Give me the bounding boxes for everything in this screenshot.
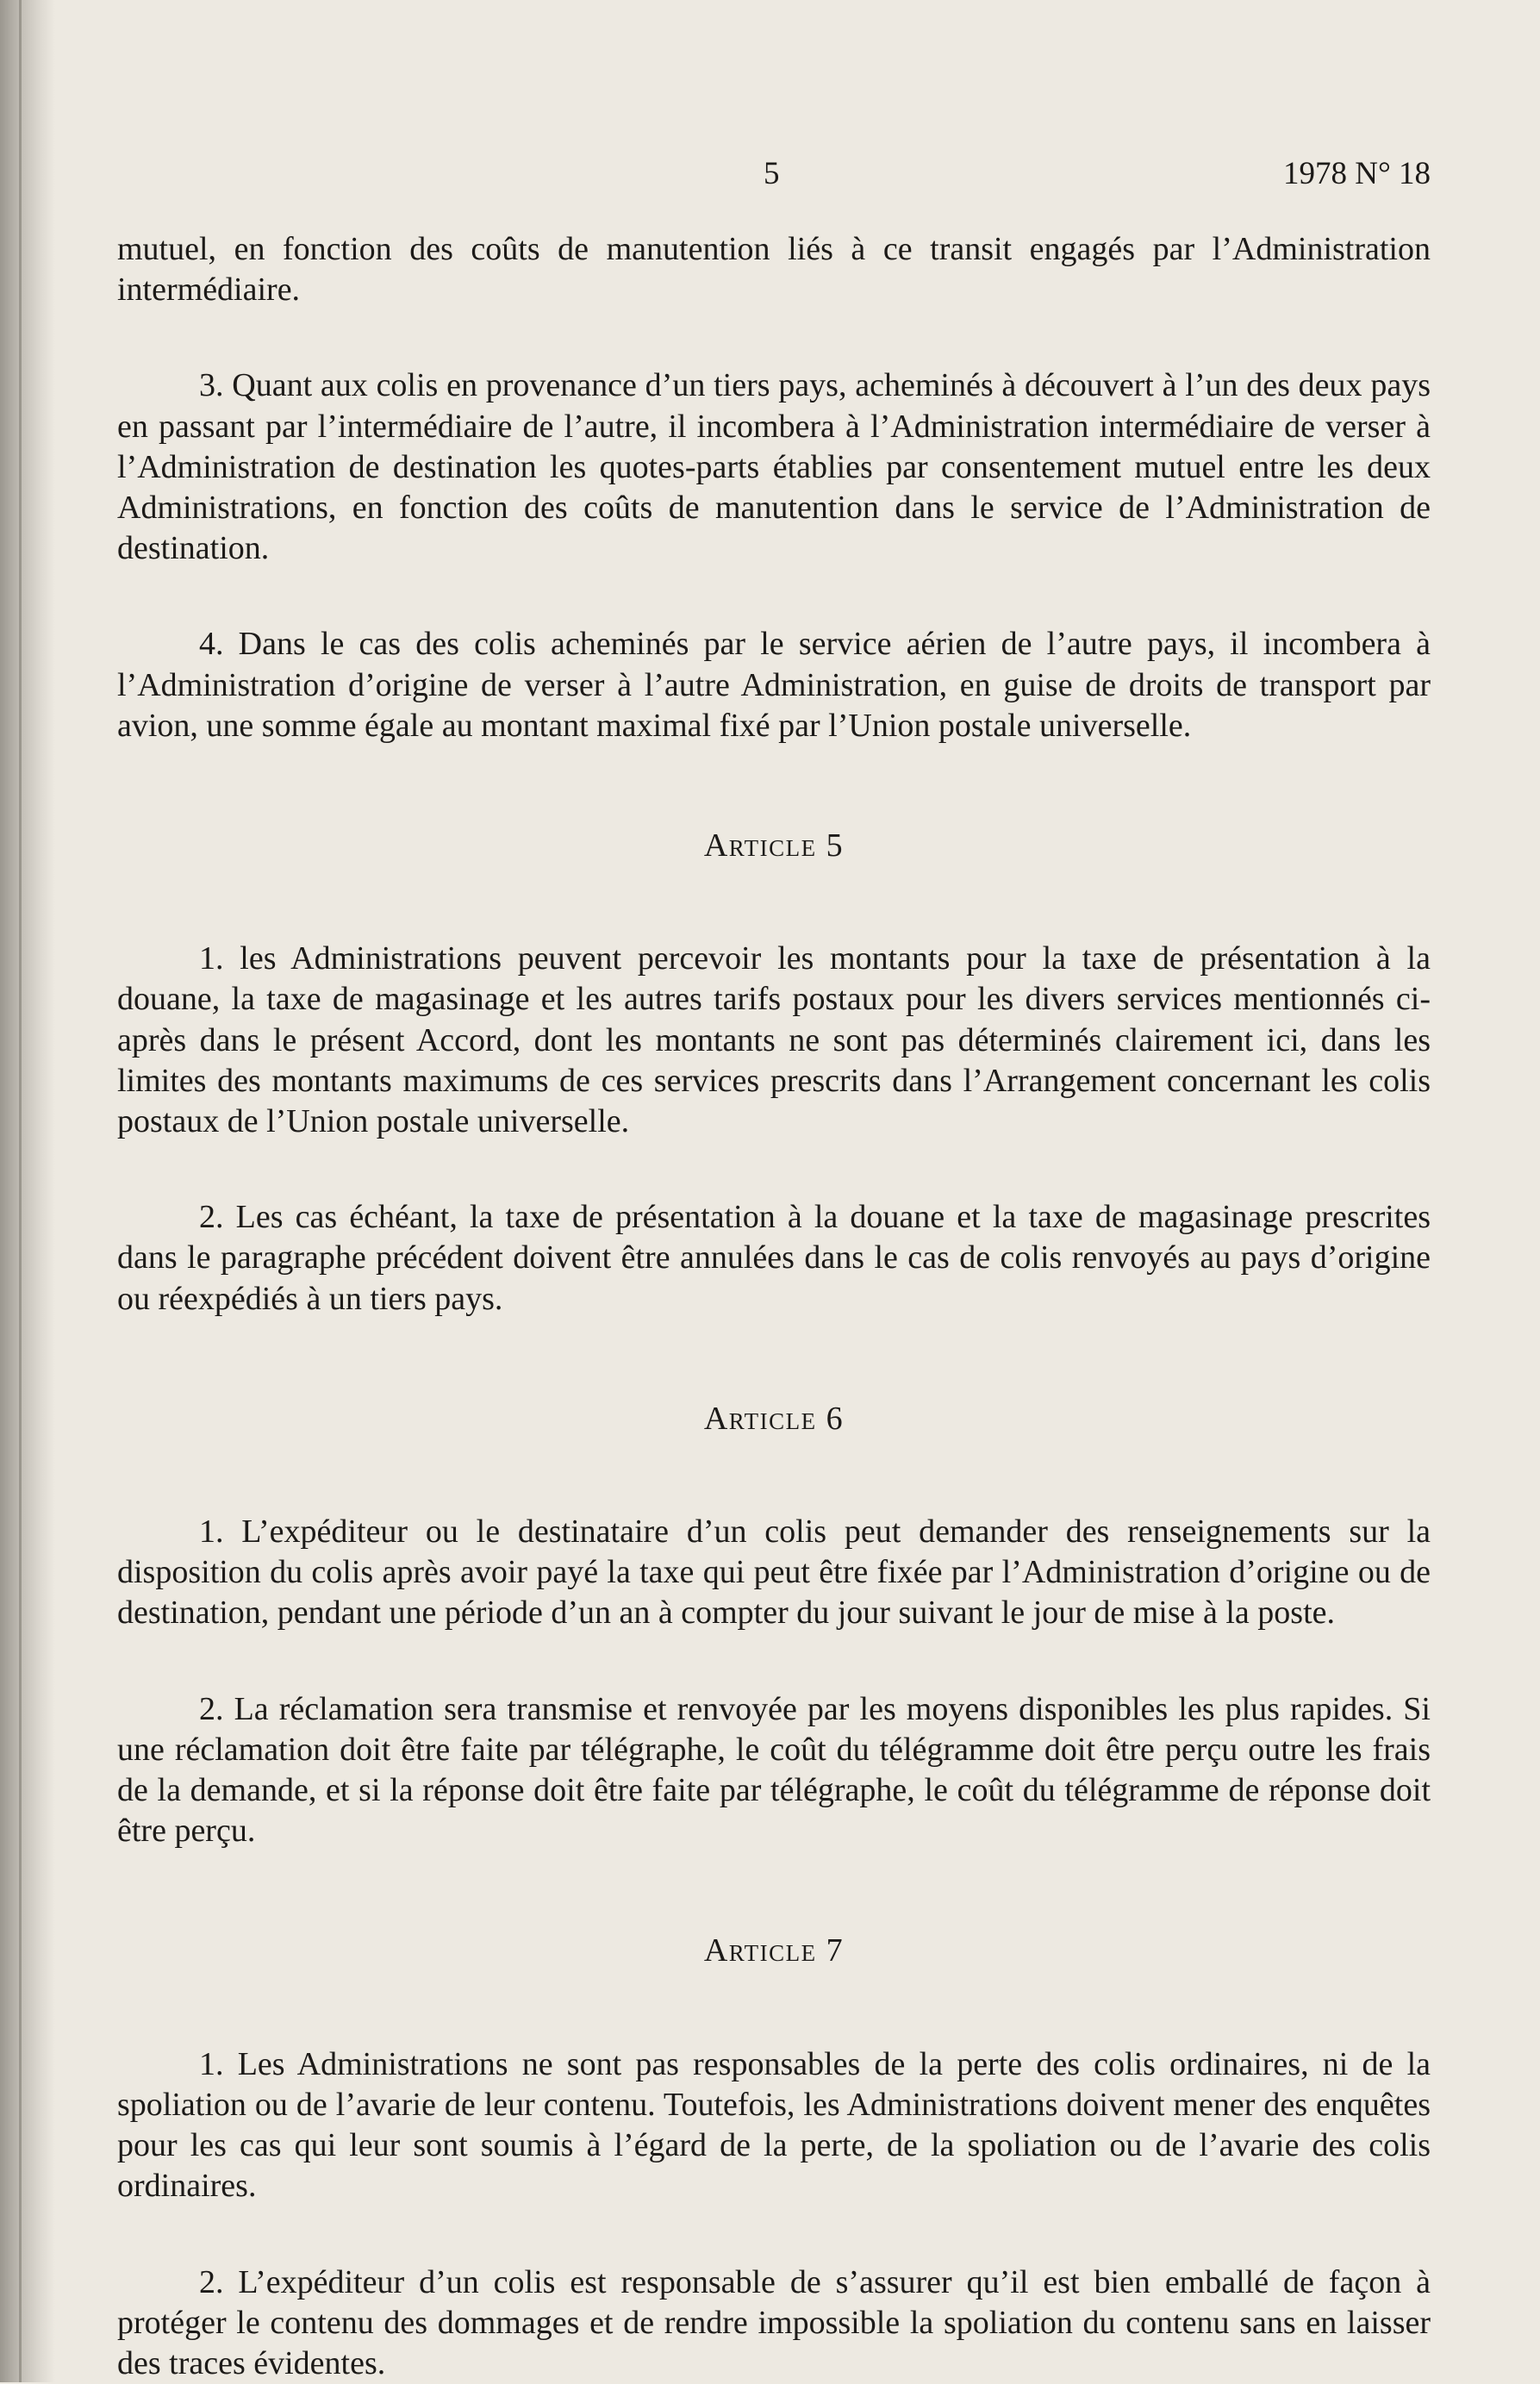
paragraph-4-4: 4. Dans le cas des colis acheminés par le service aérien de l’autre pays, il incombera à l’Administration d’origine de verser à l’autre Administration, en guise de droits de transport par avion, une somme égale au montant maximal fixé par l’Union postale universelle. (117, 624, 1431, 746)
article-6-heading: Article 6 (117, 1399, 1431, 1439)
article-5-heading: Article 5 (117, 826, 1431, 866)
paragraph-6-1: 1. L’expéditeur ou le destinataire d’un colis peut demander des renseignements sur la disposition du colis après avoir payé la taxe qui peut être fixée par l’Administration d’origine ou de destination, pendant une période d’un an à compter du jour suivant le jour de mise à la poste. (117, 1512, 1431, 1634)
paragraph-continuation: mutuel, en fonction des coûts de manutention liés à ce transit engagés par l’Administration intermédiaire. (117, 229, 1431, 310)
paragraph-7-2: 2. L’expéditeur d’un colis est responsable de s’assurer qu’il est bien emballé de façon à protéger le contenu des dommages et de rendre impossible la spoliation du contenu sans en laisser des traces évidentes. (117, 2262, 1431, 2384)
document-reference: 1978 N° 18 (1283, 155, 1431, 192)
paragraph-5-2: 2. Les cas échéant, la taxe de présentation à la douane et la taxe de magasinage prescrites dans le paragraphe précédent doivent être annulées dans le cas de colis renvoyés au pays d’origine ou réexpédiés à un tiers pays. (117, 1197, 1431, 1320)
paragraph-7-1: 1. Les Administrations ne sont pas responsables de la perte des colis ordinaires, ni de la spoliation ou de l’avarie de leur contenu. Toutefois, les Administrations doivent mener des enquêtes pour les cas qui leur sont soumis à l’égard de la perte, de la spoliation ou de l’avarie des colis ordinaires. (117, 2044, 1431, 2207)
article-7-heading: Article 7 (117, 1931, 1431, 1971)
paragraph-6-2: 2. La réclamation sera transmise et renvoyée par les moyens disponibles les plus rapides. Si une réclamation doit être faite par télégraphe, le coût du télégramme doit être perçu outre les frais de la demande, et si la réponse doit être faite par télégraphe, le coût du télégramme de réponse doit être perçu. (117, 1689, 1431, 1852)
running-header (117, 155, 1431, 198)
page-number: 5 (764, 155, 780, 192)
paragraph-5-1: 1. les Administrations peuvent percevoir les montants pour la taxe de présentation à la douane, la taxe de magasinage et les autres tarifs postaux pour les divers services mentionnés ci-après dans le présent Accord, dont les montants ne sont pas déterminés clairement ici, dans les limites des montants maximums de ces services prescrits dans l’Arrangement concernant les colis postaux de l’Union postale universelle. (117, 939, 1431, 1142)
paragraph-4-3: 3. Quant aux colis en provenance d’un tiers pays, acheminés à découvert à l’un des deux pays en passant par l’intermédiaire de l’autre, il incombera à l’Administration intermédiaire de verser à l’Administration de destination les quotes-parts établies par consentement mutuel entre les deux Administrations, en fonction des coûts de manutention dans le service de l’Administration de destination. (117, 365, 1431, 569)
document-body (117, 229, 1431, 2384)
